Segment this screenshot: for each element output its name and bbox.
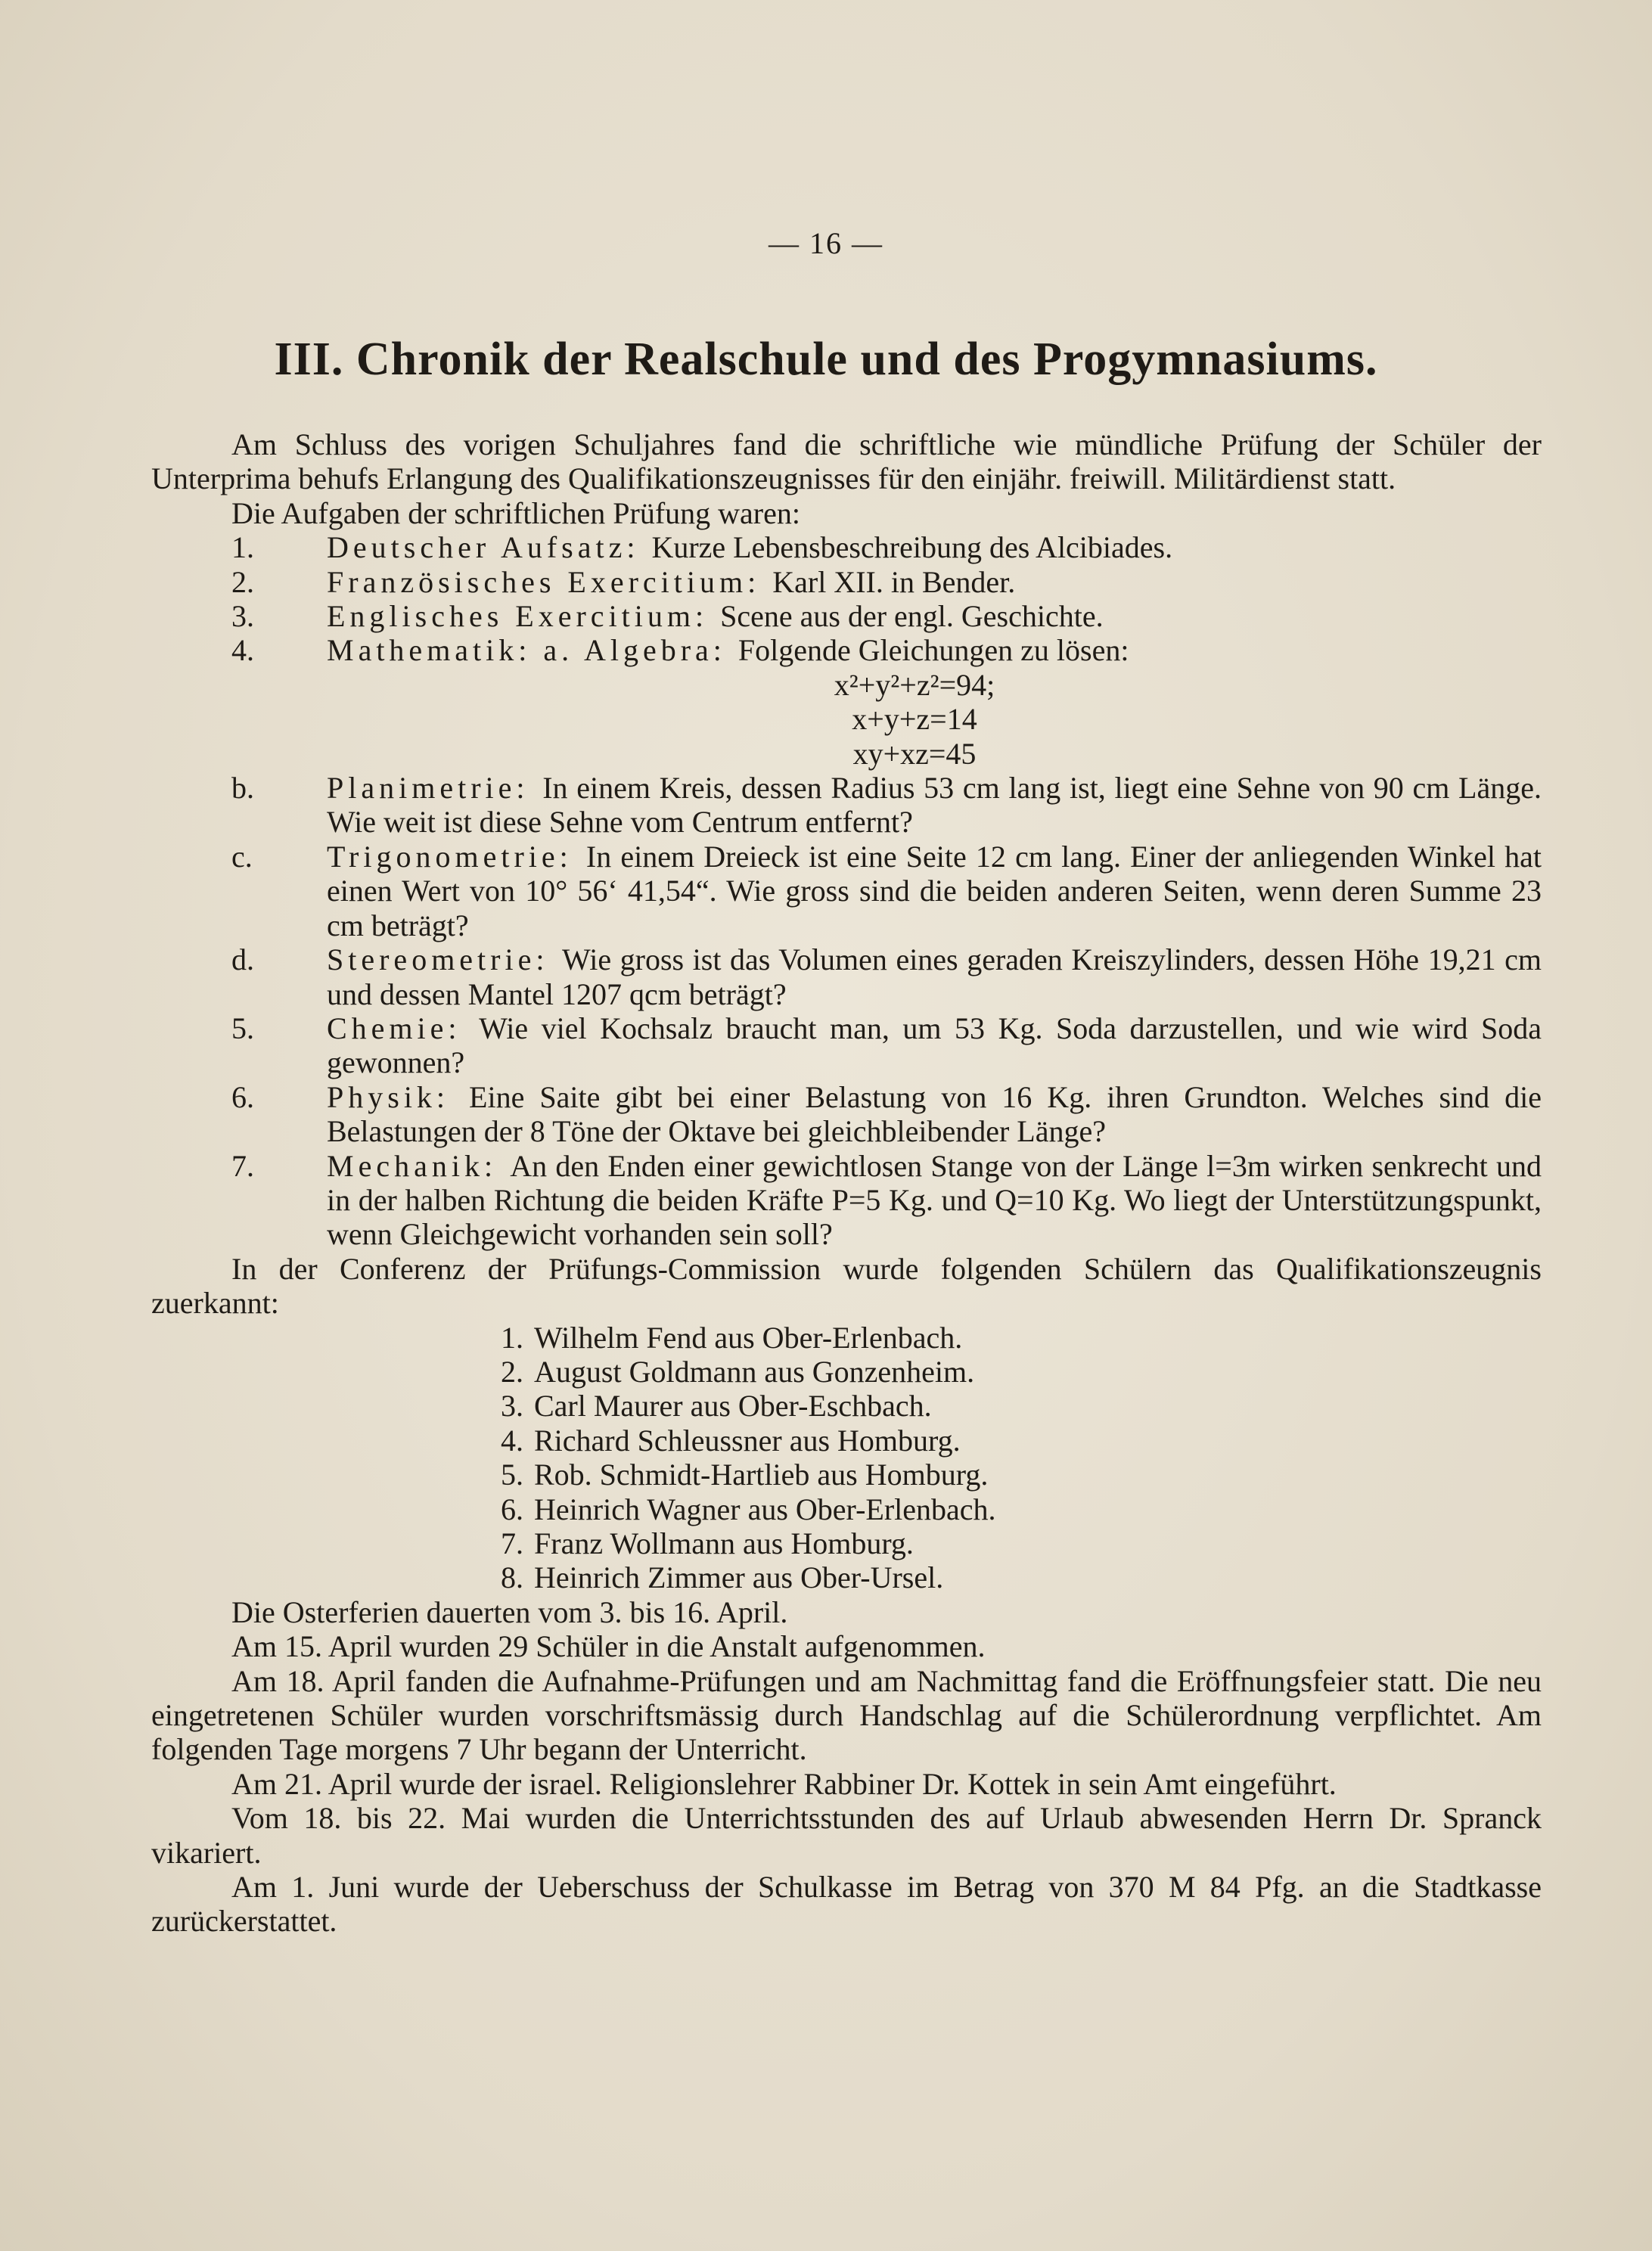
student-name: Richard Schleussner aus Homburg. — [534, 1423, 961, 1458]
task-number: 3. — [231, 599, 254, 634]
task-text: An den Enden einer gewichtlosen Stange von der Länge l=3m wirken senkrecht und in der halben Richtung die beiden Kräfte P=5 Kg. und Q=10 Kg. Wo liegt der Unterstützungspunkt, wenn Gleichgewicht vorhanden sein soll? — [327, 1148, 1542, 1252]
task-text: In einem Kreis, dessen Radius 53 cm lang ist, liegt eine Sehne von 90 cm Länge. Wie weit ist diese Sehne vom Centrum entfernt? — [327, 771, 1542, 840]
task-text: Eine Saite gibt bei einer Belastung von 16 Kg. ihren Grundton. Welches sind die Belastungen der 8 Töne der Oktave bei gleichbleibender Länge? — [327, 1079, 1542, 1149]
student-name: Rob. Schmidt-Hartlieb aus Homburg. — [534, 1458, 989, 1492]
list-item — [484, 1458, 1542, 1492]
exam-task — [151, 530, 1542, 564]
exam-task — [151, 942, 1542, 1011]
task-subject: Französisches Exercitium: — [327, 564, 773, 599]
task-number: 6. — [231, 1079, 254, 1114]
task-subject: Planimetrie: — [327, 771, 543, 806]
item-number: 3. — [501, 1389, 523, 1424]
conference-paragraph: In der Conferenz der Prüfungs-Commission wurde folgenden Schülern das Qualifikationszeugnis zuerkannt: — [151, 1251, 1542, 1321]
task-subject: Stereometrie: — [327, 942, 563, 977]
exam-task — [151, 599, 1542, 633]
exam-task — [151, 840, 1542, 942]
student-name: August Goldmann aus Gonzenheim. — [534, 1354, 975, 1389]
task-subject: Chemie: — [327, 1011, 480, 1045]
item-number: 6. — [501, 1492, 523, 1526]
task-number: 5. — [231, 1011, 254, 1045]
item-number: 1. — [501, 1320, 523, 1355]
list-item — [484, 1355, 1542, 1389]
task-subject: Deutscher Aufsatz: — [327, 530, 652, 565]
task-text: Karl XII. in Bender. — [772, 564, 1016, 599]
task-subject: Physik: — [327, 1079, 470, 1114]
exam-tasks — [151, 530, 1542, 668]
student-name: Carl Maurer aus Ober-Eschbach. — [534, 1389, 932, 1424]
list-item — [484, 1492, 1542, 1526]
list-item — [484, 1424, 1542, 1458]
equation: xy+xz=45 — [852, 736, 977, 771]
task-subject: Mechanik: — [327, 1148, 511, 1183]
item-number: 2. — [501, 1354, 523, 1389]
task-number: b. — [231, 771, 254, 806]
chronicle-entries — [151, 1595, 1542, 1939]
math-tasks — [151, 771, 1542, 1252]
equation: x²+y²+z²=94; — [834, 667, 995, 702]
student-list — [151, 1321, 1542, 1595]
exam-task — [151, 1080, 1542, 1149]
chronicle-paragraph: Vom 18. bis 22. Mai wurden die Unterrichtsstunden des auf Urlaub abwesenden Herrn Dr. Spranck vikariert. — [151, 1801, 1542, 1870]
task-subject: Englisches Exercitium: — [327, 599, 721, 634]
exam-task — [151, 633, 1542, 667]
intro-paragraph: Am Schluss des vorigen Schuljahres fand die schriftliche wie mündliche Prüfung der Schüler der Unterprima behufs Erlangung des Qualifikationszeugnisses für den einjähr. freiwill. Militärdienst statt. — [151, 427, 1542, 496]
list-item — [484, 1389, 1542, 1423]
task-text: Scene aus der engl. Geschichte. — [720, 599, 1104, 634]
document-body — [151, 427, 1542, 1939]
section-heading: III. Chronik der Realschule und des Progymnasiums. — [274, 334, 1378, 385]
exam-task — [151, 771, 1542, 840]
chronicle-paragraph: Am 18. April fanden die Aufnahme-Prüfungen und am Nachmittag fand die Eröffnungsfeier statt. Die neu eingetretenen Schüler wurden vorschriftsmässig durch Handschlag auf die Schülerordnung verpflichtet. Am folgenden Tage morgens 7 Uhr begann der Unterricht. — [151, 1663, 1542, 1767]
item-number: 7. — [501, 1526, 523, 1560]
exam-task — [151, 1149, 1542, 1252]
student-name: Franz Wollmann aus Homburg. — [534, 1526, 914, 1560]
list-item — [484, 1560, 1542, 1594]
page-number: — 16 — — [769, 226, 883, 260]
chronicle-paragraph: Die Osterferien dauerten vom 3. bis 16. April. — [231, 1594, 788, 1629]
chronicle-paragraph: Am 1. Juni wurde der Ueberschuss der Schulkasse im Betrag von 370 M 84 Pfg. an die Stadtkasse zurückerstattet. — [151, 1870, 1542, 1939]
exam-task — [151, 1011, 1542, 1080]
chronicle-paragraph: Am 15. April wurden 29 Schüler in die Anstalt aufgenommen. — [231, 1629, 986, 1664]
task-text: Folgende Gleichungen zu lösen: — [738, 633, 1129, 668]
student-name: Heinrich Wagner aus Ober-Erlenbach. — [534, 1492, 996, 1526]
tasks-intro: Die Aufgaben der schriftlichen Prüfung waren: — [231, 495, 800, 530]
task-text: Kurze Lebensbeschreibung des Alcibiades. — [651, 530, 1173, 565]
equation-system — [151, 668, 1542, 771]
student-name: Heinrich Zimmer aus Ober-Ursel. — [534, 1560, 944, 1595]
task-number: d. — [231, 942, 254, 977]
task-number: c. — [231, 839, 253, 874]
equation: x+y+z=14 — [852, 702, 977, 737]
task-number: 7. — [231, 1148, 254, 1183]
student-name: Wilhelm Fend aus Ober-Erlenbach. — [534, 1320, 963, 1355]
task-number: 1. — [231, 530, 254, 565]
task-text: Wie viel Kochsalz braucht man, um 53 Kg. Soda darzustellen, und wie wird Soda gewonnen? — [327, 1011, 1542, 1080]
chronicle-paragraph: Am 21. April wurde der israel. Religionslehrer Rabbiner Dr. Kottek in sein Amt eingeführt. — [231, 1766, 1337, 1801]
item-number: 8. — [501, 1560, 523, 1595]
task-subject: Trigonometrie: — [327, 839, 586, 874]
task-text: Wie gross ist das Volumen eines geraden Kreiszylinders, dessen Höhe 19,21 cm und dessen Mantel 1207 qcm beträgt? — [327, 942, 1542, 1011]
list-item — [484, 1321, 1542, 1355]
item-number: 4. — [501, 1423, 523, 1458]
item-number: 5. — [501, 1458, 523, 1492]
exam-task — [151, 565, 1542, 599]
task-number: 4. — [231, 633, 254, 668]
task-text: In einem Dreieck ist eine Seite 12 cm lang. Einer der anliegenden Winkel hat einen Wert von 10° 56‘ 41,54“. Wie gross sind die beiden anderen Seiten, wenn deren Summe 23 cm beträgt? — [327, 839, 1542, 942]
list-item — [484, 1526, 1542, 1560]
task-subject: Mathematik: a. Algebra: — [327, 633, 738, 668]
task-number: 2. — [231, 564, 254, 599]
